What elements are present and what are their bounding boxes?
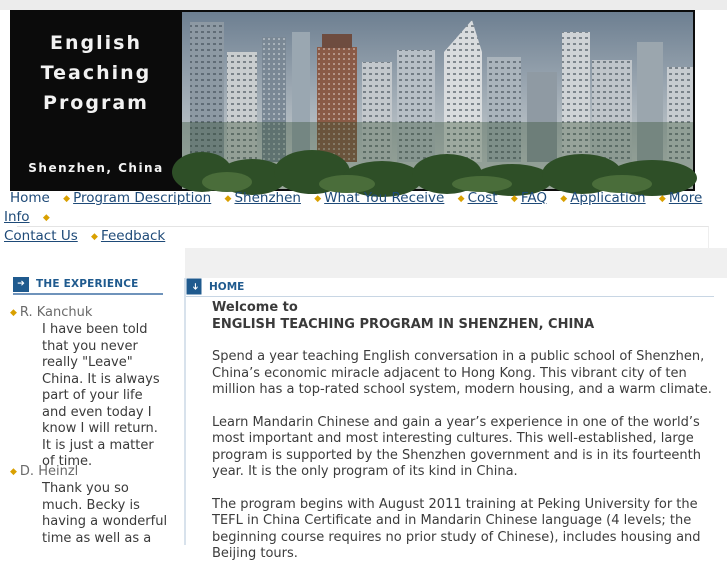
testimonial-author: [10, 464, 170, 479]
author-name: R. Kanchuk: [19, 305, 93, 320]
banner-title-line-1: English: [50, 32, 142, 54]
bullet-icon: ◆: [457, 194, 465, 204]
content-top-strip: [185, 248, 727, 278]
sidebar-header: [13, 277, 163, 295]
nav-application[interactable]: Application: [570, 190, 646, 206]
bullet-icon: ◆: [224, 194, 232, 204]
arrow-right-icon: ➔: [13, 277, 29, 292]
testimonial-text: Thank you so much. Becky is having a wonderful time as well as a: [42, 481, 168, 546]
header-banner: [10, 10, 695, 191]
section-title: HOME: [209, 281, 245, 293]
banner-title-block: [10, 10, 182, 191]
nav-program-description[interactable]: Program Description: [73, 190, 212, 206]
nav-home[interactable]: Home: [10, 190, 50, 206]
bullet-icon: ◆: [42, 213, 50, 223]
top-strip: [0, 0, 727, 10]
nav-cost[interactable]: Cost: [467, 190, 498, 206]
nav-more-info[interactable]: More Info: [4, 190, 703, 225]
arrow-down-icon: ➔: [187, 279, 202, 295]
city-skyline-photo: [182, 12, 693, 189]
nav-what-you-receive[interactable]: What You Receive: [324, 190, 445, 206]
testimonial-text: I have been told that you never really "Leave" China. It is always part of your life and even today I know I will return. It is just a matter of time.: [42, 322, 160, 469]
main-content: [212, 300, 718, 563]
divider: [17, 226, 709, 248]
intro-paragraph: The program begins with August 2011 training at Peking University for the TEFL in China Certificate and in Mandarin Chinese language (4 levels; the beginning course requires no prior study of Chinese), includes housing and Beijing tours.: [212, 496, 701, 561]
bullet-icon: ◆: [63, 194, 71, 204]
banner-title-line-2: Teaching: [40, 62, 152, 84]
nav-shenzhen[interactable]: Shenzhen: [234, 190, 301, 206]
bullet-icon: ◆: [560, 194, 568, 204]
bullet-icon: ◆: [10, 308, 17, 318]
sidebar-title: THE EXPERIENCE: [36, 278, 139, 290]
testimonial-author: [10, 305, 170, 320]
bullet-icon: ◆: [10, 467, 17, 477]
welcome-line-1: Welcome to: [212, 300, 298, 315]
column-divider: [184, 278, 186, 545]
nav-faq[interactable]: FAQ: [520, 190, 547, 206]
welcome-line-2: ENGLISH TEACHING PROGRAM IN SHENZHEN, CHINA: [212, 316, 595, 332]
banner-city: Shenzhen, China: [28, 161, 164, 175]
content-header: [186, 279, 714, 297]
intro-paragraph: Spend a year teaching English conversation in a public school of Shenzhen, China’s economic miracle adjacent to Hong Kong. This vibrant city of ten million has a top-rated school system, modern housing, and a warm climate.: [212, 349, 712, 397]
intro-paragraph: Learn Mandarin Chinese and gain a year’s experience in one of the world’s most important and most interesting cultures. This well-established, large program is supported by the Shenzhen government and is in its fourteenth year. It is the only program of its kind in China.: [212, 414, 702, 479]
bullet-icon: ◆: [314, 194, 322, 204]
nav-feedback[interactable]: Feedback: [100, 228, 166, 244]
bullet-icon: ◆: [510, 194, 518, 204]
bullet-icon: ◆: [91, 232, 98, 242]
bullet-icon: ◆: [658, 194, 666, 204]
banner-title-line-3: Program: [43, 92, 149, 114]
testimonial: [10, 305, 170, 471]
testimonial: [10, 464, 170, 547]
nav-contact-us[interactable]: Contact Us: [4, 228, 78, 244]
author-name: D. Heinzl: [19, 464, 79, 479]
